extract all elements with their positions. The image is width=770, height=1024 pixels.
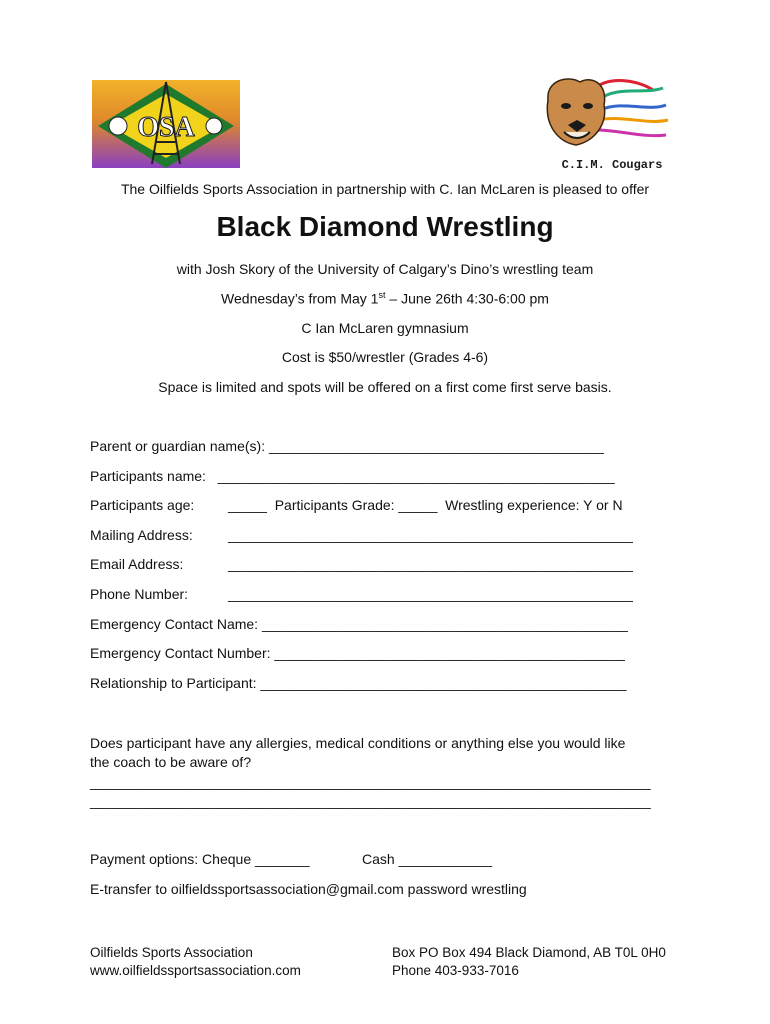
dates-prefix: Wednesday’s from May 1 (221, 290, 379, 307)
allergy-answer-line2[interactable]: ________________________________________________________________________ (90, 793, 651, 809)
payment-cash-field[interactable]: Cash ____________ (362, 851, 493, 867)
allergy-question-line1: Does participant have any allergies, medical conditions or anything else you would like (90, 735, 626, 751)
emergency-contact-name-field[interactable]: Emergency Contact Name: _______________________________________________ (90, 616, 628, 632)
osa-logo (92, 80, 240, 168)
program-cost-line: Cost is $50/wrestler (Grades 4-6) (281, 349, 489, 365)
allergy-question-line2: the coach to be aware of? (90, 754, 252, 770)
dates-superscript: st (378, 290, 386, 300)
program-space-line: Space is limited and spots will be offered on a first come first serve basis. (158, 379, 612, 395)
age-grade-experience-fields[interactable]: _____ Participants Grade: _____ Wrestling experience: Y or N (228, 497, 623, 513)
allergy-answer-line1[interactable]: ________________________________________________________________________ (90, 774, 651, 790)
osa-logo-text: OSA (137, 112, 195, 143)
cim-logo-text: C.I.M. Cougars (561, 158, 663, 172)
footer-website[interactable]: www.oilfieldssportsassociation.com (90, 963, 301, 978)
program-dates-line (0, 290, 770, 307)
program-with-line: with Josh Skory of the University of Calgary’s Dino’s wrestling team (176, 261, 594, 277)
mailing-address-field[interactable]: ____________________________________________________ (228, 527, 633, 543)
footer-org (90, 944, 301, 980)
dates-suffix: – June 26th 4:30-6:00 pm (385, 290, 549, 307)
program-location-line: C Ian McLaren gymnasium (301, 320, 469, 336)
footer-phone: Phone 403-933-7016 (392, 963, 519, 978)
parent-name-field[interactable]: Parent or guardian name(s): ___________________________________________ (90, 438, 604, 454)
relationship-field[interactable]: Relationship to Participant: _______________________________________________ (90, 675, 627, 691)
payment-cheque-field[interactable]: Payment options: Cheque _______ (90, 851, 310, 867)
page-title: Black Diamond Wrestling (216, 211, 554, 242)
participant-name-field[interactable]: Participants name: ___________________________________________________ (90, 468, 615, 484)
phone-number-field[interactable]: ____________________________________________________ (228, 586, 633, 602)
etransfer-info: E-transfer to oilfieldssportsassociation@gmail.com password wrestling (90, 881, 527, 897)
email-address-label: Email Address: (90, 556, 184, 572)
emergency-contact-number-field[interactable]: Emergency Contact Number: _____________________________________________ (90, 645, 625, 661)
cim-cougars-logo (538, 70, 670, 172)
intro-text: The Oilfields Sports Association in partnership with C. Ian McLaren is pleased to offer (120, 181, 650, 197)
footer-address: Box PO Box 494 Black Diamond, AB T0L 0H0 (392, 945, 666, 960)
email-address-field[interactable]: ____________________________________________________ (228, 556, 633, 572)
mailing-address-label: Mailing Address: (90, 527, 193, 543)
footer-contact (392, 944, 666, 980)
phone-number-label: Phone Number: (90, 586, 189, 602)
footer-org-name: Oilfields Sports Association (90, 945, 253, 960)
participant-age-label: Participants age: (90, 497, 195, 513)
